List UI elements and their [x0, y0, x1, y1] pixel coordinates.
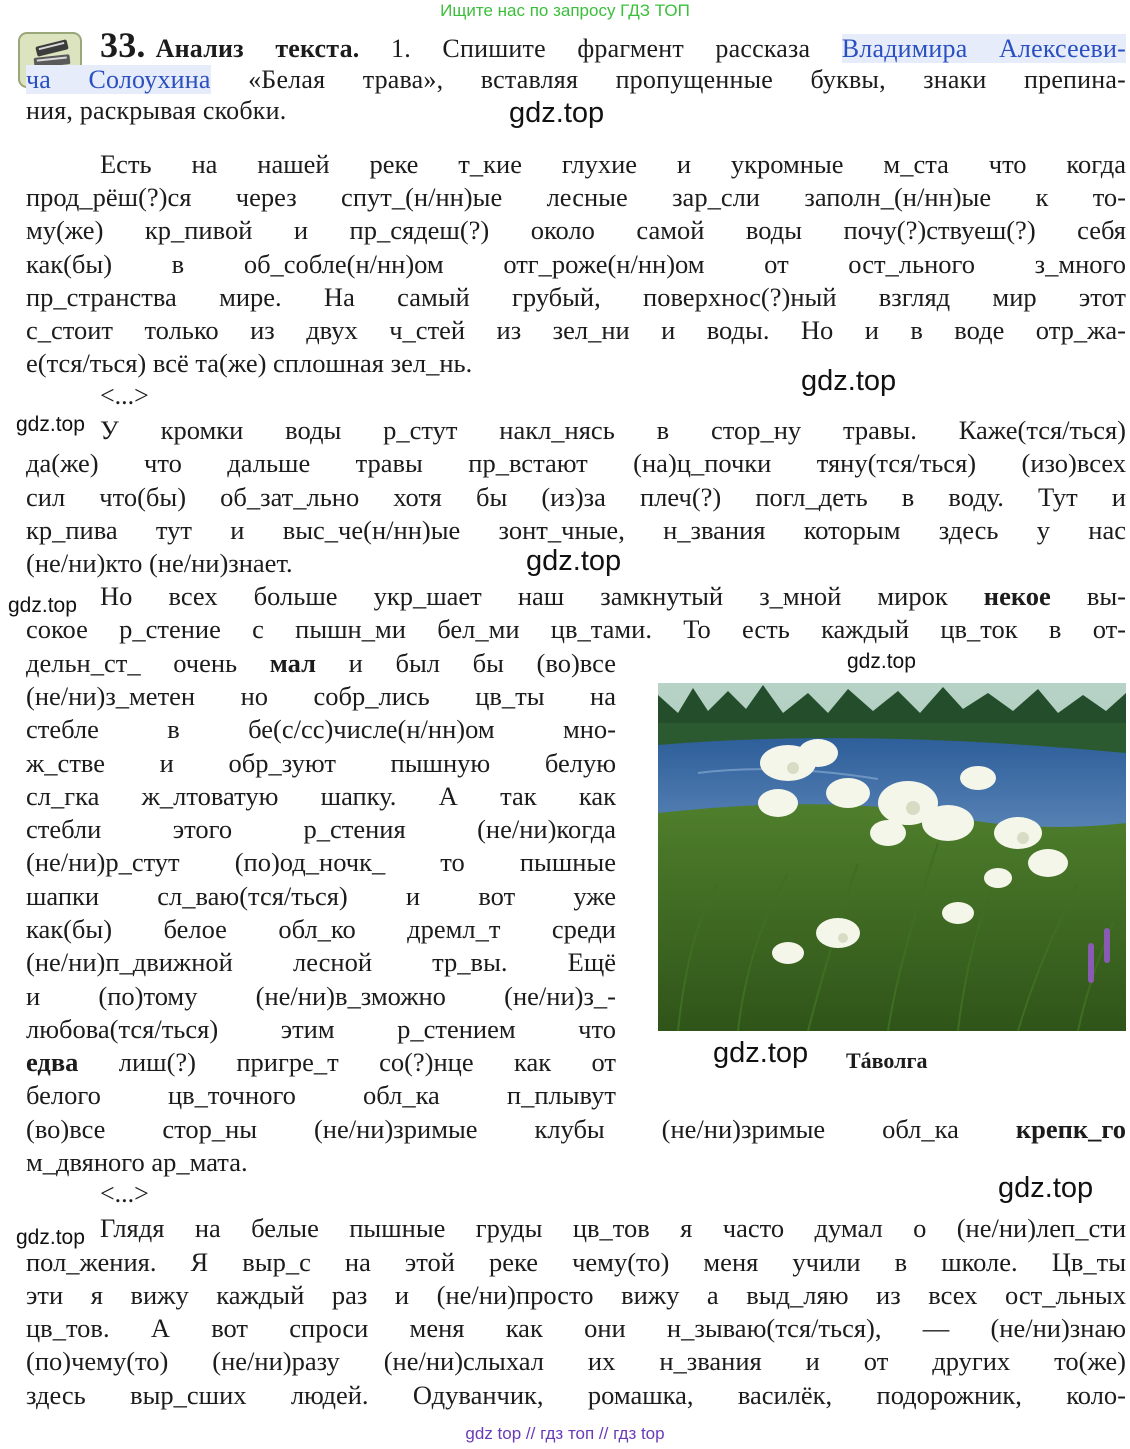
- exercise-title: Анализ текста.: [155, 34, 360, 63]
- text-line: эти я вижу каждый раз и (не/ни)просто вижу а выд_ляю из всех ост_льных: [26, 1280, 1126, 1310]
- watermark: gdz.top: [998, 1172, 1094, 1204]
- text-line: ж_стве и обр_зуют пышную белую: [26, 748, 616, 778]
- text-line: да(же) что дальше травы пр_встают (на)ц_почки тяну(тся/ться) (изо)всех: [26, 448, 1126, 478]
- text-line: едва лиш(?) пригре_т со(?)нце как от: [26, 1047, 616, 1077]
- exercise-number: 33.: [100, 25, 146, 65]
- watermark: gdz.top: [713, 1037, 809, 1069]
- watermark: gdz.top: [801, 365, 897, 397]
- author-link-cont[interactable]: ча Солоухина: [26, 65, 211, 94]
- watermark: gdz.top: [16, 1226, 85, 1249]
- watermark: gdz.top: [16, 413, 85, 436]
- text-line: дельн_ст_ очень мал и был бы (во)все: [26, 648, 616, 678]
- text-line: и (по)тому (не/ни)в_зможно (не/ни)з_-: [26, 981, 616, 1011]
- text-line: здесь выр_сших людей. Одуванчик, ромашка, василёк, подорожник, коло-: [26, 1380, 1126, 1410]
- footer-links[interactable]: gdz top // гдз топ // гдз top: [465, 1424, 665, 1443]
- text-line: му(же) кр_пивой и пр_сядеш(?) около самой воды почу(?)ствуеш(?) себя: [26, 215, 1126, 245]
- omission-mark: <...>: [100, 381, 149, 410]
- text-line: как(бы) белое обл_ко дремл_т среди: [26, 914, 616, 944]
- text-line: белого цв_точного обл_ка п_плывут: [26, 1080, 616, 1110]
- text-line: сил что(бы) об_зат_льно хотя бы (из)за плеч(?) погл_деть в воду. Тут и: [26, 482, 1126, 512]
- watermark: gdz.top: [847, 650, 916, 673]
- text-line: стебле в бе(с/сс)числе(н/нн)ом мно-: [26, 714, 616, 744]
- text-line: Есть на нашей реке т_кие глухие и укромные м_ста что когда: [100, 149, 1126, 179]
- text-line: сл_гка ж_лтоватую шапку. А так как: [26, 781, 616, 811]
- figure-caption: Тáволга: [846, 1048, 928, 1073]
- text-line: пол_жения. Я выр_с на этой реке чему(то) меня учили в школе. Цв_ты: [26, 1247, 1126, 1277]
- text-line: (не/ни)з_метен но собр_лись цв_ты на: [26, 681, 616, 711]
- text-line: Но всех больше укр_шает наш замкнутый з_мной мирок некое вы-: [100, 581, 1126, 611]
- text-line: прод_рёш(?)ся через спут_(н/нн)ые лесные зар_сли заполн_(н/нн)ые к то-: [26, 182, 1126, 212]
- text-line: (не/ни)кто (не/ни)знает.: [26, 548, 293, 578]
- text-line: цв_тов. А вот спроси меня как они н_зываю(тся/ться), — (не/ни)знаю: [26, 1313, 1126, 1343]
- task-text-b: «Белая трава», вставляя пропущенные буквы, знаки препина-: [210, 65, 1126, 94]
- task-text-a: 1. Спишите фрагмент рассказа: [391, 34, 842, 63]
- text-line: сокое р_стение с пышн_ми бел_ми цв_тами. То есть каждый цв_ток в от-: [26, 614, 1126, 644]
- text-line: е(тся/ться) всё та(же) сплошная зел_нь.: [26, 348, 473, 378]
- text-line: стебли этого р_стения (не/ни)когда: [26, 814, 616, 844]
- text-line: (не/ни)п_движной лесной тр_вы. Ещё: [26, 947, 616, 977]
- text-line: У кромки воды р_стут накл_нясь в стор_ну травы. Каже(тся/ться): [100, 415, 1126, 445]
- text-line: шапки сл_ваю(тся/ться) и вот уже: [26, 881, 616, 911]
- exercise-header: [26, 25, 1130, 126]
- watermark: gdz.top: [509, 97, 605, 129]
- text-line: любова(тся/ться) этим р_стением что: [26, 1014, 616, 1044]
- task-text-c: ния, раскрывая скобки.: [26, 96, 287, 125]
- omission-mark: <...>: [100, 1179, 149, 1208]
- author-link[interactable]: Владимира Алексееви-: [841, 34, 1127, 63]
- text-line: м_двяного ар_мата.: [26, 1147, 248, 1177]
- text-line: (во)все стор_ны (не/ни)зримые клубы (не/ни)зримые обл_ка крепк_го: [26, 1114, 1126, 1144]
- top-banner[interactable]: Ищите нас по запросу ГДЗ ТОП: [440, 1, 690, 20]
- watermark: gdz.top: [8, 594, 77, 617]
- text-line: (не/ни)р_стут (по)од_ночк_ то пышные: [26, 847, 616, 877]
- meadowsweet-photo: [658, 683, 1126, 1031]
- text-line: (по)чему(то) (не/ни)разу (не/ни)слыхал их н_звания и от других то(же): [26, 1346, 1126, 1376]
- watermark: gdz.top: [526, 545, 622, 577]
- text-line: как(бы) в об_собле(н/нн)ом отг_роже(н/нн)ом от ост_льного з_много: [26, 249, 1126, 279]
- text-line: кр_пива тут и выс_че(н/нн)ые зонт_чные, н_звания которым здесь у нас: [26, 515, 1126, 545]
- text-line: с_стоит только из двух ч_стей из зел_ни и воды. Но и в воде отр_жа-: [26, 315, 1126, 345]
- text-line: Глядя на белые пышные груды цв_тов я часто думал о (не/ни)леп_сти: [100, 1213, 1126, 1243]
- text-line: пр_странства мире. На самый грубый, поверхнос(?)ный взгляд мир этот: [26, 282, 1126, 312]
